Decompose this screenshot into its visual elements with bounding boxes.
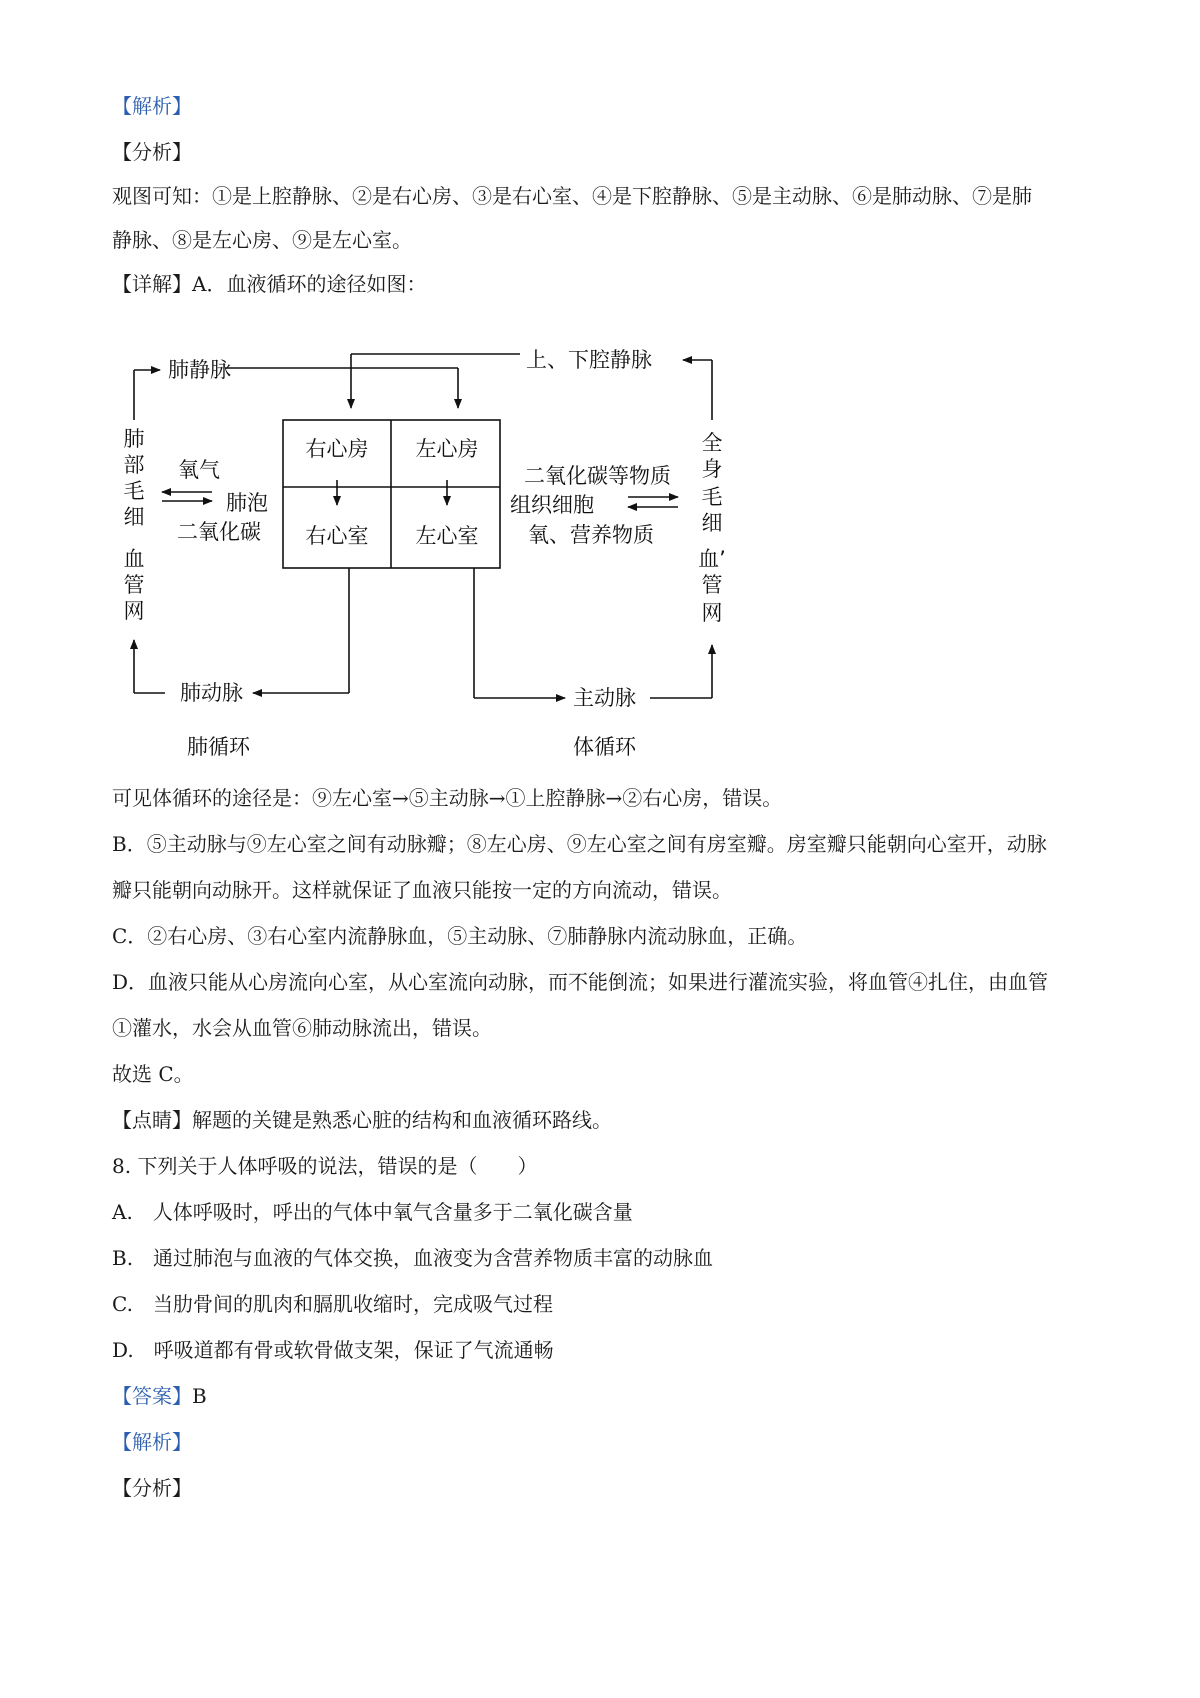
answer-line bbox=[112, 1382, 207, 1410]
question-option-a: A. 人体呼吸时，呼出的气体中氧气含量多于二氧化碳含量 bbox=[112, 1200, 633, 1224]
label-lung-capillary-4: 细 bbox=[123, 505, 145, 529]
option-d-line-1: D．血液只能从心房流向心室，从心室流向动脉，而不能倒流；如果进行灌流实验，将血管④扎住，由血管 bbox=[112, 970, 1049, 994]
label-vena-cava: 上、下腔静脉 bbox=[526, 348, 652, 372]
question-option-b: B. 通过肺泡与血液的气体交换，血液变为含营养物质丰富的动脉血 bbox=[112, 1246, 714, 1270]
label-pulmonary-artery: 肺动脉 bbox=[180, 681, 243, 705]
label-systemic-circulation: 体循环 bbox=[573, 735, 636, 759]
blood-circulation-diagram bbox=[0, 0, 1200, 780]
option-c-line: C．②右心房、③右心室内流静脉血，⑤主动脉、⑦肺静脉内流动脉血，正确。 bbox=[112, 924, 808, 948]
option-b-line-1: B．⑤主动脉与⑨左心室之间有动脉瓣；⑧左心房、⑨左心室之间有房室瓣。房室瓣只能朝向心室开，动脉 bbox=[112, 832, 1047, 856]
label-left-atrium: 左心房 bbox=[415, 437, 479, 461]
answer-value: B bbox=[192, 1384, 207, 1408]
label-pulmonary-circulation: 肺循环 bbox=[187, 735, 250, 759]
question-option-c: C. 当肋骨间的肌肉和膈肌收缩时，完成吸气过程 bbox=[112, 1292, 553, 1316]
label-lung-capillary-2: 部 bbox=[123, 453, 145, 477]
question-option-d: D. 呼吸道都有骨或软骨做支架，保证了气流通畅 bbox=[112, 1338, 554, 1362]
analysis-line-2: 静脉、⑧是左心房、⑨是左心室。 bbox=[112, 228, 412, 252]
jiexi-heading: 【解析】 bbox=[112, 94, 192, 118]
question-stem: 8. 下列关于人体呼吸的说法，错误的是（ ） bbox=[112, 1154, 538, 1178]
label-lung-capillary-1: 肺 bbox=[123, 427, 145, 451]
label-lung-capillary-6: 管 bbox=[123, 573, 145, 597]
label-alveoli: 肺泡 bbox=[226, 491, 268, 515]
label-co2-etc: 二氧化碳等物质 bbox=[524, 464, 671, 488]
label-body-capillary-6: 管 bbox=[701, 573, 723, 597]
label-lung-capillary-7: 网 bbox=[123, 599, 145, 623]
dianjing-line: 【点睛】解题的关键是熟悉心脏的结构和血液循环路线。 bbox=[112, 1108, 612, 1132]
fenxi-heading: 【分析】 bbox=[112, 140, 192, 164]
label-left-ventricle: 左心室 bbox=[415, 524, 479, 548]
detail-intro: 【详解】A．血液循环的途径如图： bbox=[112, 272, 427, 296]
label-body-capillary-4: 细 bbox=[701, 511, 723, 535]
label-right-ventricle: 右心室 bbox=[305, 524, 369, 548]
label-body-capillary-7: 网 bbox=[701, 601, 723, 625]
label-right-atrium: 右心房 bbox=[305, 437, 369, 461]
label-co2: 二氧化碳 bbox=[177, 520, 261, 544]
label-tissue-cells: 组织细胞 bbox=[510, 493, 594, 517]
choose-line: 故选 C。 bbox=[112, 1062, 194, 1086]
label-oxygen: 氧气 bbox=[178, 458, 220, 482]
label-lung-capillary-3: 毛 bbox=[123, 479, 145, 503]
label-body-capillary-3: 毛 bbox=[701, 485, 723, 509]
option-a-conclusion: 可见体循环的途径是：⑨左心室→⑤主动脉→①上腔静脉→②右心房，错误。 bbox=[112, 786, 783, 810]
label-body-capillary-5: 血’ bbox=[698, 547, 726, 571]
jiexi-heading-2: 【解析】 bbox=[112, 1430, 192, 1454]
label-aorta: 主动脉 bbox=[573, 686, 636, 710]
label-body-capillary-1: 全 bbox=[701, 431, 723, 455]
label-lung-capillary-5: 血 bbox=[123, 547, 145, 571]
label-pulmonary-vein: 肺静脉 bbox=[168, 358, 231, 382]
option-d-line-2: ①灌水，水会从血管⑥肺动脉流出，错误。 bbox=[112, 1016, 492, 1040]
label-body-capillary-2: 身 bbox=[701, 457, 723, 481]
label-oxygen-nutrients: 氧、营养物质 bbox=[528, 523, 654, 547]
fenxi-heading-2: 【分析】 bbox=[112, 1476, 192, 1500]
analysis-line-1: 观图可知：①是上腔静脉、②是右心房、③是右心室、④是下腔静脉、⑤是主动脉、⑥是肺动脉、⑦是肺 bbox=[112, 184, 1032, 208]
answer-label: 【答案】 bbox=[112, 1384, 192, 1408]
option-b-line-2: 瓣只能朝向动脉开。这样就保证了血液只能按一定的方向流动，错误。 bbox=[112, 878, 732, 902]
